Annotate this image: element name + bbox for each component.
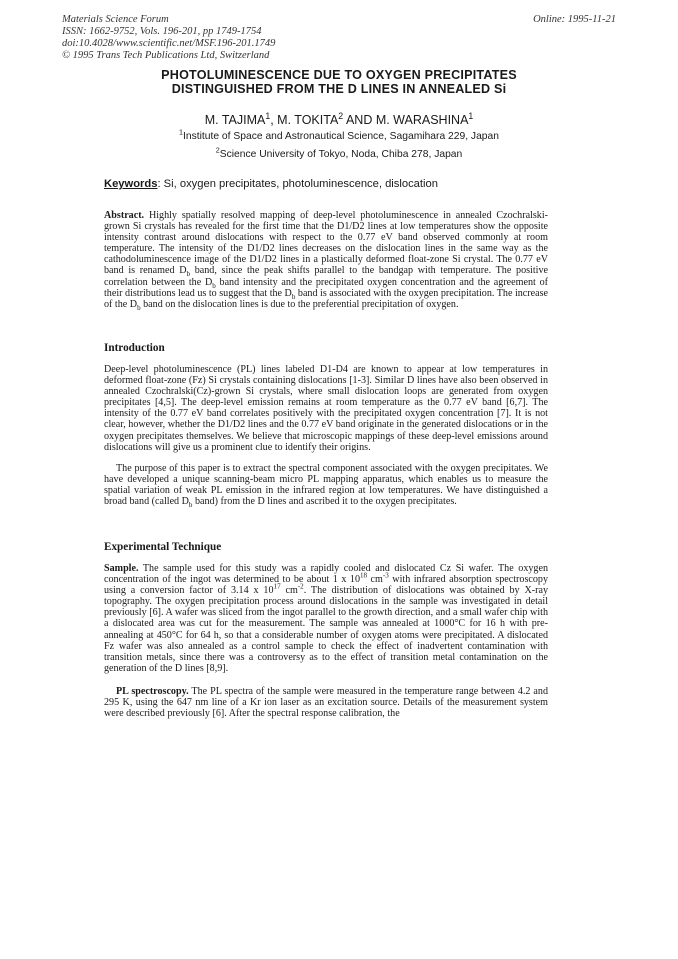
author-2-affiliation-mark: 2 [338, 110, 344, 121]
pl-spectroscopy-text: The PL spectra of the sample were measured in the temperature range between 4.2 and 295 K, using the 647 nm line of a Kr ion laser as an excitation source. Details of the measurement system were described previously [6]. After the spectral response calibration, the [104, 686, 548, 720]
affiliation-1-text: Institute of Space and Astronautical Science, Sagamihara 229, Japan [183, 131, 499, 142]
introduction-paragraph-2 [104, 463, 548, 510]
abstract-text-5: band on the dislocation lines is due to the preferential precipitation of oxygen. [140, 298, 459, 310]
sample-text-5: . The distribution of dislocations was obtained by X-ray topography. The oxygen precipitation process around dislocations in the sample was investigated in detail previously [6]. A wafer was sliced from the ingot parallel to the growth direction, and a small wafer chip with a dislocated area was cut for the measurement. The sample was annealed at 1000°C for 16 h with pre-annealing at 450°C for 64 h, so that a considerable number of oxygen atoms were precipitated. A dislocated Fz wafer was also annealed as a control sample to check the effect of inadvertent contamination with transition metals, since there was a controversy as to the effect of transition metal contamination on the generation of the D lines [8,9]. [104, 585, 549, 674]
abstract-text-4: band is associated with the oxygen precipitation. The increase of the D [104, 287, 549, 310]
title-line-2: DISTINGUISHED FROM THE D LINES IN ANNEALED Si [171, 82, 507, 96]
experimental-heading: Experimental Technique [104, 541, 222, 553]
title-line-1: PHOTOLUMINESCENCE DUE TO OXYGEN PRECIPITATES [161, 68, 517, 82]
affiliation-1 [60, 127, 618, 142]
publication-info [62, 14, 275, 62]
abstract-paragraph [104, 210, 548, 310]
author-3: AND M. WARASHINA [343, 113, 469, 127]
abstract-label: Abstract. [104, 210, 145, 221]
sample-text-2: cm [367, 574, 383, 586]
sample-paragraph [104, 563, 548, 674]
sample-text-4: cm [280, 585, 298, 597]
affiliation-2-text: Science University of Tokyo, Noda, Chiba 278, Japan [219, 149, 463, 160]
issn-line: ISSN: 1662-9752, Vols. 196-201, pp 1749-1754 [62, 26, 262, 37]
author-list [60, 110, 618, 127]
introduction-heading: Introduction [104, 342, 165, 354]
intro-p2-text-1: The purpose of this paper is to extract the spectral component associated with the oxygen precipitates. We have developed a unique scanning-beam micro PL mapping apparatus, which enables us to measure the spatial variation of weak PL emission in the infrared region at low temperatures. We have distinguished a broad band (called D [104, 463, 548, 508]
abstract-text-3: band intensity and the precipitated oxygen concentration and the agreement of their distributions lead us to suggest that the D [104, 276, 548, 299]
sample-exponent-2: -3 [382, 571, 389, 580]
abstract-subscript-2: b [212, 281, 216, 290]
abstract-text-1: Highly spatially resolved mapping of deep-level photoluminescence in annealed Czochralski-grown Si crystals has revealed for the first time that the D1/D2 lines at low temperatures show the opposite intensity contrast around dislocations with respect to the 0.77 eV band observed commonly at room temperature. The intensity of the D1/D2 lines decreases on the dislocation lines in the same way as the cathodoluminescence image of the D1/D2 lines in a plastically deformed float-zone Si crystal. The 0.77 eV band is renamed D [104, 210, 548, 277]
journal-name: Materials Science Forum [62, 14, 169, 25]
sample-exponent-4: -2 [297, 582, 304, 591]
author-1: M. TAJIMA [204, 113, 266, 127]
intro-p2-subscript: b [188, 501, 193, 510]
abstract-subscript-1: b [186, 270, 191, 279]
affiliation-1-mark: 1 [179, 127, 184, 137]
author-1-affiliation-mark: 1 [265, 110, 271, 121]
doi-line: doi:10.4028/www.scientific.net/MSF.196-201.1749 [62, 38, 276, 49]
author-2: , M. TOKITA [270, 113, 339, 127]
abstract-subscript-4: b [137, 303, 141, 312]
keywords-label: Keywords [104, 178, 158, 190]
introduction-paragraph-1: Deep-level photoluminescence (PL) lines labeled D1-D4 are known to appear at low temperatures in deformed float-zone (Fz) Si crystals containing dislocations [1-3]. Similar D lines have also been observed in annealed Czochralski(Cz)-grown Si crystals, where small dislocation loops are generated from oxygen precipitates [4,5]. The deep-level emission remains at room temperature as the 0.77 eV band [6,7]. The intensity of the 0.77 eV band correlates positively with the precipitated oxygen concentration [7]. It is not clear, however, whether the D1/D2 lines and the 0.77 eV band originate in the generated dislocations or in the oxygen precipitates themselves. We believe that microscopic mappings of these deep-level emissions around dislocations will give us a prominent clue to identify their origins. [104, 364, 548, 453]
abstract-text-2: band, since the peak shifts parallel to the bandgap with temperature. The positive correlation between the D [104, 265, 548, 288]
sample-exponent-3: 17 [273, 582, 281, 591]
sample-label: Sample. [104, 563, 139, 574]
sample-text-3: with infrared absorption spectroscopy using a conversion factor of 3.14 x 10 [104, 574, 548, 597]
keywords-text: : Si, oxygen precipitates, photoluminescence, dislocation [157, 178, 438, 190]
keywords-line [104, 178, 438, 190]
sample-exponent-1: 18 [360, 571, 368, 580]
intro-p2-text-2: band) from the D lines and ascribed it to the oxygen precipitates. [192, 496, 457, 508]
author-3-affiliation-mark: 1 [468, 110, 474, 121]
affiliation-2 [60, 145, 618, 160]
affiliation-2-mark: 2 [215, 145, 220, 155]
pl-spectroscopy-paragraph [104, 686, 548, 719]
sample-text-1: The sample used for this study was a rapidly cooled and dislocated Cz Si wafer. The oxygen concentration of the ingot was determined to be about 1 x 10 [104, 563, 548, 586]
pl-spectroscopy-label: PL spectroscopy. [116, 686, 189, 697]
online-date: Online: 1995-11-21 [533, 14, 616, 25]
paper-title [60, 68, 618, 96]
copyright-line: © 1995 Trans Tech Publications Ltd, Switzerland [62, 50, 270, 61]
abstract-subscript-3: b [291, 292, 296, 301]
